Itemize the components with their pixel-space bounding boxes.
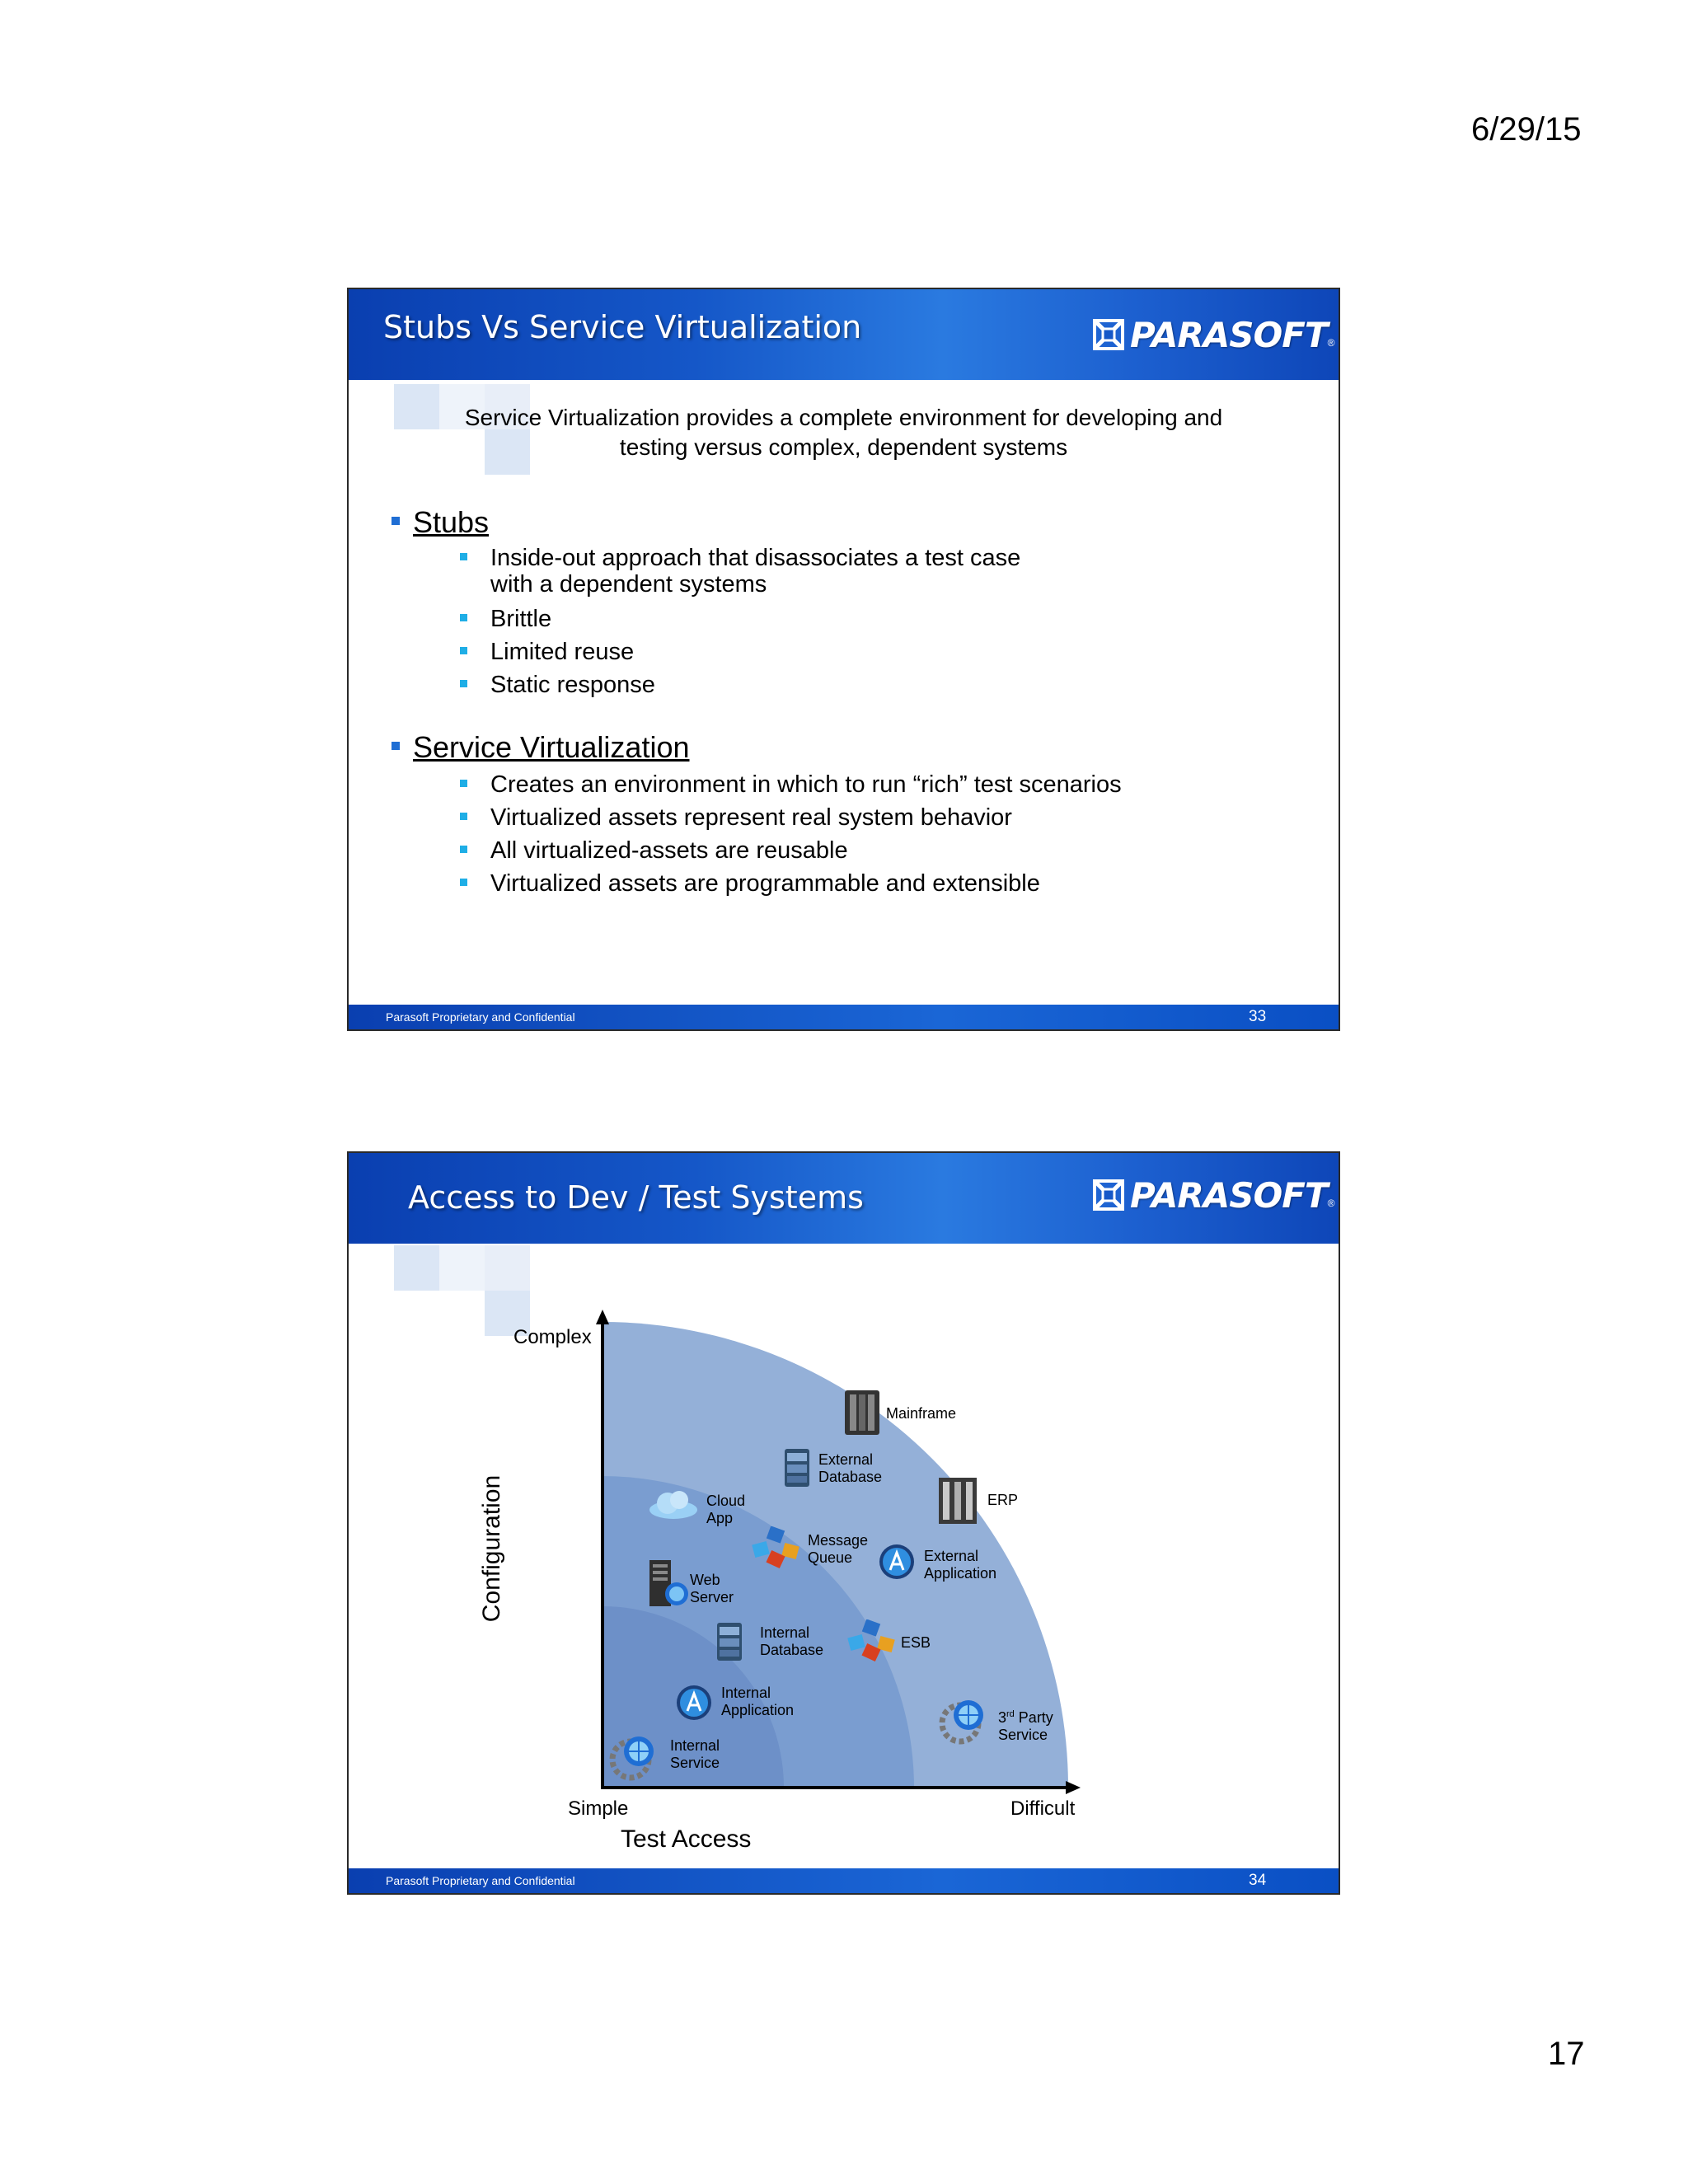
parasoft-logo: PARASOFT ®: [1092, 1174, 1334, 1216]
page-date: 6/29/15: [1471, 111, 1582, 148]
label-erp: ERP: [987, 1492, 1019, 1508]
sub-bullet: All virtualized-assets are reusable: [460, 837, 1136, 864]
footer-confidential: Parasoft Proprietary and Confidential: [386, 1874, 575, 1887]
x-tick-difficult: Difficult: [1010, 1797, 1076, 1820]
label-mainframe: Mainframe: [886, 1405, 957, 1422]
parasoft-logo-icon: [1092, 318, 1125, 351]
intro-line-2: testing versus complex, dependent systems: [619, 434, 1068, 460]
bullet-heading: Service Virtualization: [413, 730, 690, 764]
sub-bullet: Virtualized assets are programmable and extensible: [460, 870, 1136, 897]
mainframe-icon: [844, 1390, 880, 1436]
sub-bullet: Static response: [460, 672, 1136, 698]
cloud-icon: [648, 1487, 699, 1520]
sub-bullet: Inside-out approach that disassociates a test case with a dependent systems: [460, 545, 1053, 598]
database-icon: [784, 1448, 810, 1488]
slide-number: 33: [1249, 1008, 1267, 1025]
parasoft-logo: PARASOFT ®: [1092, 314, 1334, 355]
slide-footer: [349, 1868, 1339, 1893]
intro-text: [349, 403, 1339, 462]
footer-confidential: Parasoft Proprietary and Confidential: [386, 1010, 575, 1024]
label-web-server: Web Server: [690, 1572, 734, 1605]
slide-33: [347, 288, 1340, 1031]
sub-bullet: Creates an environment in which to run “rich” test scenarios: [460, 771, 1136, 798]
slide-title: Access to Dev / Test Systems: [408, 1179, 864, 1216]
globe-gear-icon: [609, 1732, 659, 1781]
label-cloud-app: Cloud App: [706, 1493, 746, 1526]
cubes-icon: [750, 1526, 801, 1569]
web-server-icon: [649, 1559, 690, 1607]
x-axis-arrow: [1066, 1781, 1081, 1794]
x-tick-simple: Simple: [568, 1797, 629, 1820]
server-rack-icon: [938, 1477, 978, 1525]
label-internal-service: Internal Service: [670, 1737, 720, 1771]
intro-line-1: Service Virtualization provides a complete environment for developing and: [464, 405, 1223, 430]
database-icon: [716, 1622, 743, 1661]
sub-bullet: Brittle: [460, 606, 1136, 632]
slide-34: [347, 1151, 1340, 1895]
slide-header: [349, 289, 1339, 380]
sub-bullet: Virtualized assets represent real system behavior: [460, 804, 1136, 831]
slide-number: 34: [1249, 1872, 1267, 1889]
cubes-icon: [846, 1619, 897, 1662]
bullet-stubs: [392, 505, 489, 540]
y-axis-title: Configuration: [478, 1474, 505, 1623]
label-3rd-party-service: 3rd Party Service: [998, 1709, 1053, 1743]
y-axis-arrow: [596, 1310, 609, 1324]
y-tick-complex: Complex: [513, 1326, 592, 1348]
label-external-database: External Database: [818, 1451, 883, 1485]
label-external-application: External Application: [924, 1548, 997, 1582]
globe-gear-icon: [939, 1695, 988, 1745]
app-store-icon: [879, 1544, 915, 1580]
bullet-service-virtualization: [392, 730, 690, 765]
parasoft-logo-text: PARASOFT: [1130, 314, 1328, 355]
label-internal-database: Internal Database: [760, 1624, 824, 1658]
page-number: 17: [1548, 2036, 1585, 2072]
parasoft-logo-text: PARASOFT: [1130, 1174, 1328, 1216]
slide-footer: [349, 1005, 1339, 1029]
label-message-queue: Message Queue: [808, 1532, 869, 1566]
sub-bullet: Limited reuse: [460, 639, 1136, 665]
label-internal-application: Internal Application: [721, 1685, 795, 1718]
slide-title: Stubs Vs Service Virtualization: [383, 309, 862, 345]
label-esb: ESB: [901, 1634, 931, 1651]
bullet-heading: Stubs: [413, 505, 490, 539]
x-axis-title: Test Access: [621, 1825, 752, 1853]
app-store-icon: [676, 1685, 712, 1721]
